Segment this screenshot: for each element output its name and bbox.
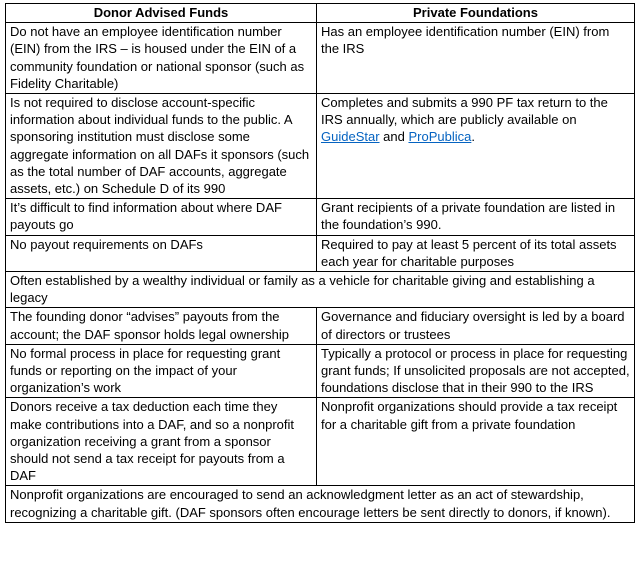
table-row (6, 199, 635, 235)
daf-cell: Donors receive a tax deduction each time they make contributions into a DAF, and so a nonprofit organization receiving a grant from a sponsor should not send a tax receipt for payouts from a DAF (6, 398, 317, 486)
table-row (6, 398, 635, 486)
pf-cell: Nonprofit organizations should provide a tax receipt for a charitable gift from a private foundation (317, 398, 635, 486)
daf-cell: It’s difficult to find information about where DAF payouts go (6, 199, 317, 235)
header-private-foundations: Private Foundations (317, 4, 635, 23)
table-row (6, 344, 635, 398)
shared-cell: Nonprofit organizations are encouraged to send an acknowledgment letter as an act of stewardship, recognizing a charitable gift. (DAF sponsors often encourage letters be sent directly to donors, if known). (6, 486, 635, 522)
pf-text: . (471, 129, 475, 145)
daf-cell: The founding donor “advises” payouts from the account; the DAF sponsor holds legal ownership (6, 308, 317, 344)
table-row-shared (6, 486, 635, 522)
header-donor-advised-funds: Donor Advised Funds (6, 4, 317, 23)
daf-cell: No formal process in place for requesting grant funds or reporting on the impact of your organization’s work (6, 344, 317, 398)
pf-cell: Required to pay at least 5 percent of its total assets each year for charitable purposes (317, 235, 635, 271)
header-row (6, 4, 635, 23)
guidestar-link[interactable]: GuideStar (321, 129, 380, 145)
daf-cell: No payout requirements on DAFs (6, 235, 317, 271)
shared-cell: Often established by a wealthy individual or family as a vehicle for charitable giving and establishing a legacy (6, 272, 635, 308)
table-row (6, 235, 635, 271)
comparison-table (5, 3, 635, 523)
pf-text: Completes and submits a 990 PF tax return to the IRS annually, which are publicly available on (321, 95, 608, 128)
pf-cell: Typically a protocol or process in place for requesting grant funds; If unsolicited proposals are not accepted, foundations disclose that in their 990 to the IRS (317, 344, 635, 398)
pf-cell: Governance and fiduciary oversight is led by a board of directors or trustees (317, 308, 635, 344)
pf-cell: Grant recipients of a private foundation are listed in the foundation’s 990. (317, 199, 635, 235)
table-row (6, 94, 635, 199)
table-row (6, 308, 635, 344)
pf-cell: Has an employee identification number (EIN) from the IRS (317, 23, 635, 94)
propublica-link[interactable]: ProPublica (408, 129, 472, 145)
daf-cell: Is not required to disclose account-specific information about individual funds to the public. A sponsoring institution must disclose some aggregate information on all DAFs it sponsors (such as the total number of DAF accounts, aggregate assets, etc.) on Schedule D of its 990 (6, 94, 317, 199)
pf-text: and (379, 129, 409, 145)
table-row (6, 23, 635, 94)
table-row-shared (6, 272, 635, 308)
pf-cell (317, 94, 635, 199)
daf-cell: Do not have an employee identification number (EIN) from the IRS – is housed under the EIN of a community foundation or national sponsor (such as Fidelity Charitable) (6, 23, 317, 94)
